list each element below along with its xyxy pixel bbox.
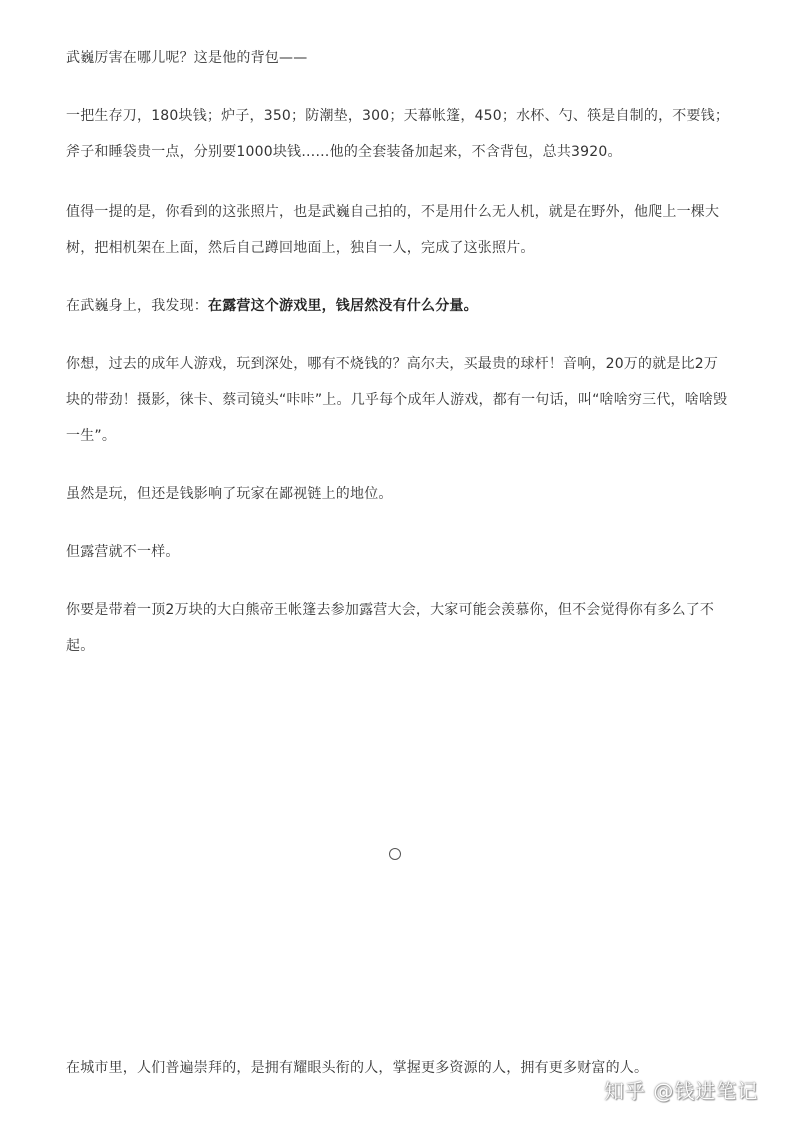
paragraph-3: 值得一提的是，你看到的这张照片，也是武巍自己拍的，不是用什么无人机，就是在野外，他爬上一棵大树，把相机架在上面，然后自己蹲回地面上，独自一人，完成了这张照片。	[66, 204, 720, 256]
paragraph-4-prefix: 在武巍身上，我发现：	[66, 298, 208, 314]
paragraph-5: 你想，过去的成年人游戏，玩到深处，哪有不烧钱的？高尔夫，买最贵的球杆！音响，20万的就是比2万块的带劲！摄影，徕卡、蔡司镜头“咔咔”上。几乎每个成年人游戏，都有一句话，叫“啥啥穷三代，啥啥毁一生”。	[66, 356, 728, 444]
zhihu-watermark: 知乎 @钱进笔记	[604, 1078, 759, 1103]
paragraph-6: 虽然是玩，但还是钱影响了玩家在鄙视链上的地位。	[66, 486, 393, 502]
paragraph-2: 一把生存刀，180块钱；炉子，350；防潮垫，300；天幕帐篷，450；水杯、勺、筷是自制的，不要钱；斧子和睡袋贵一点，分别要1000块钱……他的全套装备加起来，不含背包，总共3920。	[66, 108, 730, 160]
article-image-loading	[66, 668, 731, 1043]
paragraph-1: 武巍厉害在哪儿呢？这是他的背包——	[66, 50, 308, 66]
paragraph-4	[66, 288, 731, 324]
loading-circle-icon	[389, 848, 401, 860]
paragraph-9: 在城市里，人们普遍崇拜的，是拥有耀眼头衔的人，掌握更多资源的人，拥有更多财富的人。	[66, 1060, 649, 1076]
paragraph-4-emphasis: 在露营这个游戏里，钱居然没有什么分量。	[208, 298, 478, 314]
paragraph-8: 你要是带着一顶2万块的大白熊帝王帐篷去参加露营大会，大家可能会羡慕你，但不会觉得你有多么了不起。	[66, 602, 715, 654]
paragraph-7: 但露营就不一样。	[66, 544, 180, 560]
